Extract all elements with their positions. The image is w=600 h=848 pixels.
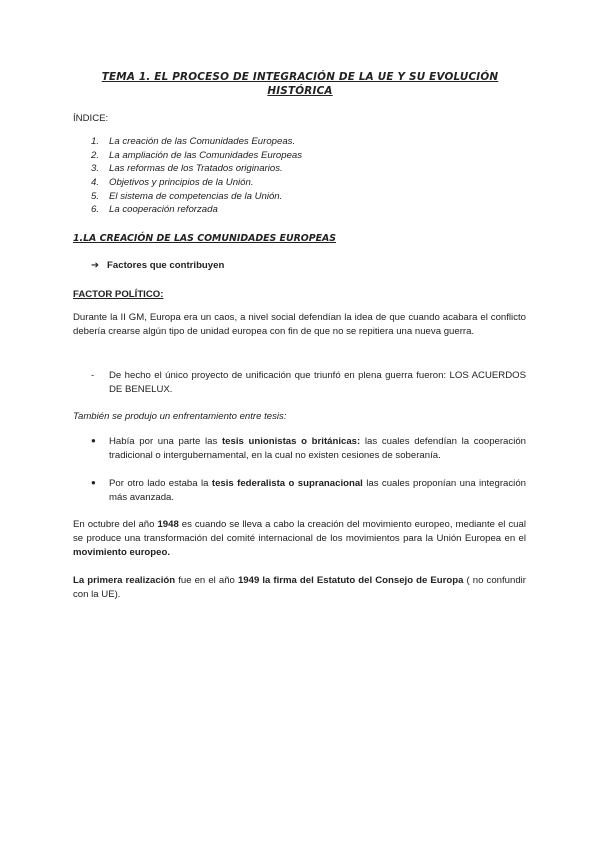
- para-bold-text: movimiento europeo.: [73, 546, 171, 558]
- index-item: [91, 162, 302, 176]
- index-item: [91, 176, 302, 190]
- index-item: [91, 149, 302, 163]
- index-item-text: Las reformas de los Tratados originarios.: [109, 163, 283, 175]
- subsection-heading: FACTOR POLÍTICO:: [73, 289, 164, 300]
- bullet-text-bold: tesis unionistas o británicas:: [221, 436, 361, 447]
- para-text: En octubre del año: [73, 519, 158, 530]
- index-item-number: 1.: [91, 136, 100, 147]
- index-item-number: 3.: [91, 163, 100, 175]
- index-item-number: 4.: [91, 177, 100, 189]
- document-title: TEMA 1. EL PROCESO DE INTEGRACIÓN DE LA UE Y SU EVOLUCIÓN HISTÓRICA: [101, 71, 499, 97]
- index-item-text: El sistema de competencias de la Unión.: [109, 190, 283, 202]
- paragraph-1948: [73, 518, 526, 560]
- index-item-text: La ampliación de las Comunidades Europeas: [109, 149, 303, 161]
- para-bold-text: La primera realización: [73, 575, 176, 586]
- paragraph-1949: [73, 574, 526, 602]
- index-item-text: Objetivos y principios de la Unión.: [109, 177, 254, 189]
- dash-item-text: De hecho el único proyecto de unificación que triunfó en plena guerra fueron: LOS ACUERDOS DE BENELUX.: [109, 370, 526, 395]
- dash-marker: -: [91, 370, 95, 381]
- bullet-text-pre: Por otro lado estaba la: [109, 478, 212, 489]
- index-item: [91, 203, 302, 217]
- dash-list-item: [91, 369, 526, 397]
- para-text: es cuando se lleva a cabo la creación del movimiento europeo, mediante el cual se produce una transformación del comité internacional de los movimientos para la Unión Europea en el: [73, 519, 526, 544]
- paragraph-theses-intro: También se produjo un enfrentamiento entre tesis:: [73, 411, 287, 422]
- bullet-item-federalist: [91, 477, 526, 505]
- index-item-number: 6.: [91, 204, 100, 216]
- bullet-icon: ●: [91, 478, 96, 487]
- bullet-text-pre: Había por una parte las: [109, 436, 222, 447]
- bullet-text-post: las cuales defendían la cooperación tradicional o intergubernamental, en la cual no existen cesiones de soberanía.: [109, 436, 526, 461]
- para-bold-text: 1949 la firma del Estatuto del Consejo de Europa: [237, 575, 464, 586]
- index-item: [91, 190, 302, 204]
- bullet-text: [109, 477, 526, 505]
- arrow-right-icon: ➔: [91, 260, 100, 271]
- index-item: [91, 135, 302, 149]
- index-item-number: 2.: [91, 149, 100, 161]
- para-text: fue en el año: [175, 575, 238, 586]
- para-text: ( no confundir con la UE).: [73, 575, 526, 600]
- paragraph-war: Durante la II GM, Europa era un caos, a nivel social defendían la idea de que cuando acabara el conflicto debería crearse algún tipo de unidad europea con fin de que no se repitiera una nueva guerra.: [73, 312, 526, 337]
- index-list: [91, 135, 302, 217]
- arrow-list-item: [91, 259, 224, 273]
- index-item-number: 5.: [91, 190, 100, 202]
- index-heading: ÍNDICE:: [73, 113, 109, 124]
- bullet-item-unionist: [91, 435, 526, 463]
- bullet-text-post: las cuales proponían una integración más avanzada.: [109, 478, 526, 503]
- index-item-text: La cooperación reforzada: [109, 204, 218, 216]
- bullet-text-bold: tesis federalista o supranacional: [211, 478, 363, 489]
- bullet-icon: ●: [91, 436, 96, 445]
- bullet-text: [109, 435, 526, 463]
- section-heading: 1.LA CREACIÓN DE LAS COMUNIDADES EUROPEAS: [73, 233, 337, 244]
- para-bold-year: 1948: [157, 519, 179, 530]
- index-item-text: La creación de las Comunidades Europeas.: [109, 136, 296, 147]
- arrow-item-text: Factores que contribuyen: [107, 260, 225, 271]
